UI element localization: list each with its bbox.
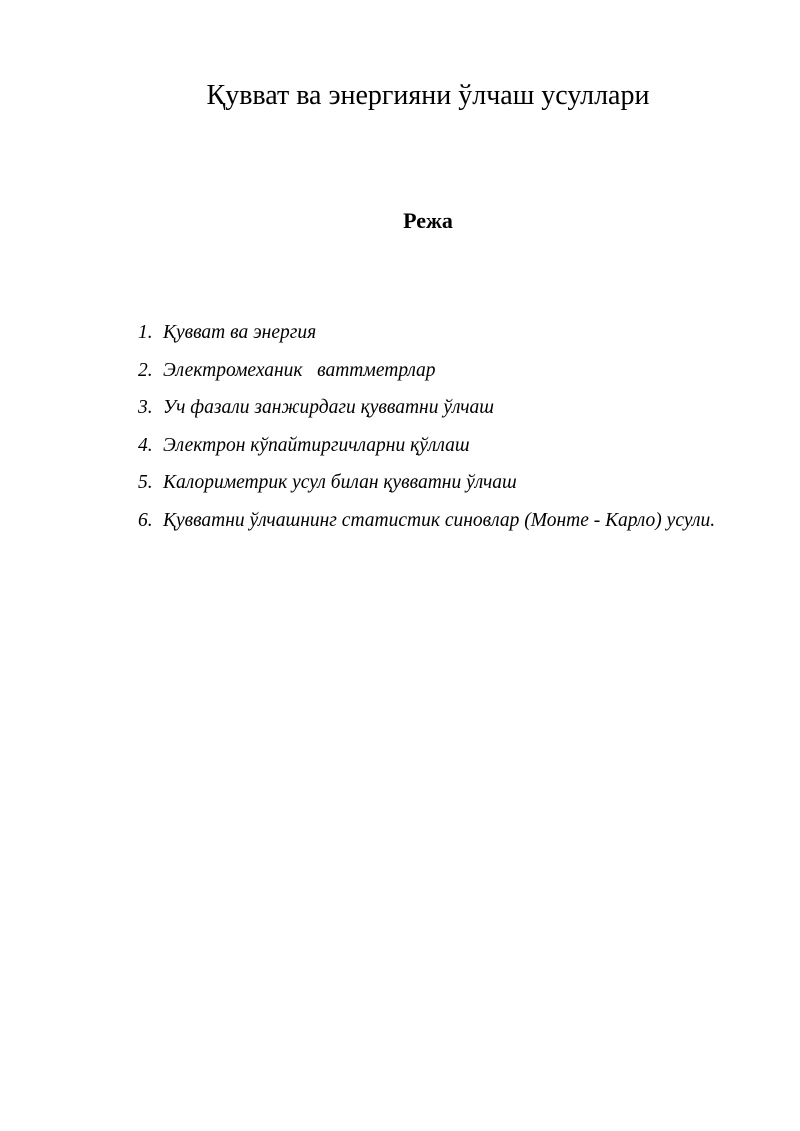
plan-item-number: 6. [138, 509, 153, 531]
page-title: Қувват ва энергияни ўлчаш усуллари [206, 80, 650, 111]
plan-item-number: 1. [138, 322, 153, 343]
plan-item-1 [138, 314, 738, 352]
plan-item-text: Қувват ва энергия [163, 322, 317, 343]
plan-heading: Режа [403, 208, 453, 233]
plan-item-6 [138, 502, 738, 540]
plan-item-text: Электрон кўпайтиргичларни қўллаш [163, 434, 470, 456]
plan-item-text: Уч фазали занжирдаги қувватни ўлчаш [163, 397, 495, 418]
plan-item-2 [138, 352, 738, 390]
plan-item-text: Қувватни ўлчашнинг статистик синовлар (Монте - Карло) усули. [163, 509, 716, 531]
plan-item-text: Электромеханик ваттметрлар [163, 359, 436, 381]
plan-item-number: 5. [138, 472, 153, 493]
plan-item-number: 3. [138, 397, 153, 418]
plan-list [138, 314, 738, 539]
plan-item-number: 2. [138, 359, 153, 381]
plan-item-5 [138, 464, 738, 502]
plan-item-3 [138, 389, 738, 427]
plan-item-4 [138, 427, 738, 465]
plan-item-number: 4. [138, 434, 153, 456]
plan-item-text: Калориметрик усул билан қувватни ўлчаш [163, 472, 517, 493]
